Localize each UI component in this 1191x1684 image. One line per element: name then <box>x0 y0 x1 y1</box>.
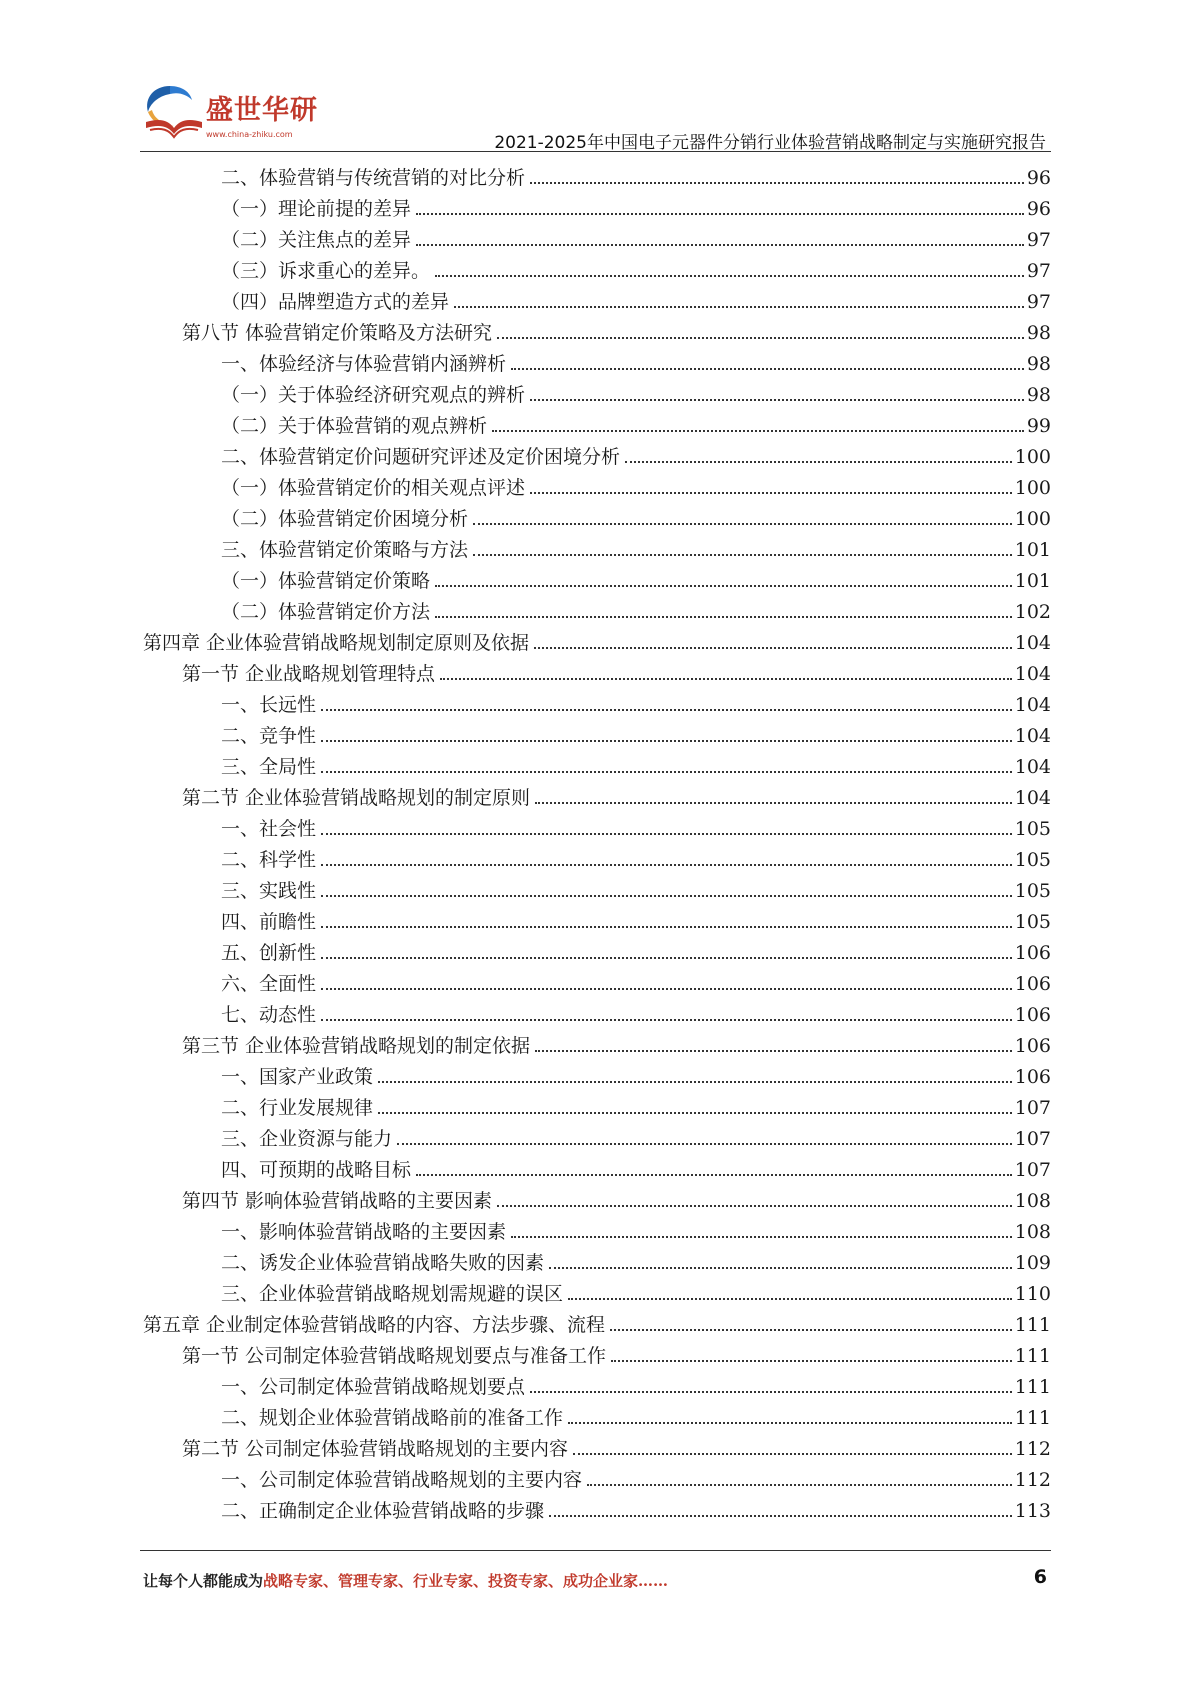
report-title: 2021-2025年中国电子元器件分销行业体验营销战略制定与实施研究报告 <box>494 133 1046 153</box>
toc-dot-leader <box>530 492 1012 494</box>
toc-entry-page: 98 <box>1026 384 1051 406</box>
toc-dot-leader <box>454 306 1024 308</box>
toc-entry[interactable] <box>182 779 1051 810</box>
toc-entry-page: 107 <box>1014 1097 1051 1119</box>
toc-entry[interactable] <box>143 624 1051 655</box>
toc-entry-page: 100 <box>1014 508 1051 530</box>
toc-entry[interactable] <box>221 841 1051 872</box>
toc-entry-page: 104 <box>1014 694 1051 716</box>
toc-entry-page: 106 <box>1014 1035 1051 1057</box>
toc-entry-page: 101 <box>1014 539 1051 561</box>
toc-dot-leader <box>321 740 1012 742</box>
toc-entry-page: 101 <box>1014 570 1051 592</box>
toc-entry-page: 105 <box>1014 849 1051 871</box>
toc-entry[interactable] <box>182 1430 1051 1461</box>
toc-entry[interactable] <box>221 748 1051 779</box>
toc-entry-page: 104 <box>1014 632 1051 654</box>
toc-entry-page: 97 <box>1026 291 1051 313</box>
toc-entry[interactable] <box>221 1151 1051 1182</box>
toc-entry-page: 98 <box>1026 322 1051 344</box>
toc-entry-page: 111 <box>1014 1345 1051 1367</box>
toc-dot-leader <box>473 523 1012 525</box>
toc-entry-title: 第八节 体验营销定价策略及方法研究 <box>182 322 493 344</box>
toc-dot-leader <box>535 802 1012 804</box>
toc-entry[interactable] <box>221 1368 1051 1399</box>
toc-entry[interactable] <box>221 438 1051 469</box>
toc-entry-page: 105 <box>1014 911 1051 933</box>
toc-entry[interactable] <box>221 1120 1051 1151</box>
toc-entry-page: 99 <box>1026 415 1051 437</box>
toc-entry[interactable] <box>221 996 1051 1027</box>
page-number: 6 <box>1033 1566 1047 1588</box>
toc-entry-title: 一、社会性 <box>221 818 317 840</box>
toc-dot-leader <box>321 957 1012 959</box>
header-divider <box>140 151 1051 152</box>
toc-dot-leader <box>611 1360 1012 1362</box>
toc-entry-title: 二、科学性 <box>221 849 317 871</box>
toc-entry[interactable] <box>221 407 1051 438</box>
slogan-prefix: 让每个人都能成为 <box>143 1572 264 1590</box>
toc-entry-title: 一、国家产业政策 <box>221 1066 374 1088</box>
toc-entry[interactable] <box>221 1244 1051 1275</box>
toc-entry[interactable] <box>221 221 1051 252</box>
toc-entry-title: （二）体验营销定价困境分析 <box>221 508 469 530</box>
toc-entry-title: （三）诉求重心的差异。 <box>221 260 431 282</box>
toc-entry-page: 113 <box>1014 1500 1051 1522</box>
toc-entry[interactable] <box>221 500 1051 531</box>
toc-entry[interactable] <box>221 283 1051 314</box>
toc-entry[interactable] <box>221 810 1051 841</box>
toc-entry-page: 106 <box>1014 1066 1051 1088</box>
toc-entry-title: 二、规划企业体验营销战略前的准备工作 <box>221 1407 564 1429</box>
toc-entry-title: 七、动态性 <box>221 1004 317 1026</box>
toc-entry-title: 一、公司制定体验营销战略规划要点 <box>221 1376 526 1398</box>
toc-entry-title: （一）关于体验经济研究观点的辨析 <box>221 384 526 406</box>
toc-entry-title: 第二节 公司制定体验营销战略规划的主要内容 <box>182 1438 569 1460</box>
toc-entry-title: 第一节 企业战略规划管理特点 <box>182 663 436 685</box>
toc-entry-title: （二）关于体验营销的观点辨析 <box>221 415 488 437</box>
toc-dot-leader <box>321 926 1012 928</box>
toc-dot-leader <box>587 1484 1012 1486</box>
toc-entry[interactable] <box>221 593 1051 624</box>
footer-slogan <box>143 1570 668 1591</box>
toc-entry-title: （一）体验营销定价策略 <box>221 570 431 592</box>
toc-dot-leader <box>549 1267 1012 1269</box>
toc-dot-leader <box>511 1236 1012 1238</box>
toc-entry[interactable] <box>221 531 1051 562</box>
toc-entry[interactable] <box>221 686 1051 717</box>
toc-entry[interactable] <box>221 717 1051 748</box>
toc-entry-page: 96 <box>1026 198 1051 220</box>
toc-entry-page: 105 <box>1014 818 1051 840</box>
toc-dot-leader <box>625 461 1012 463</box>
toc-entry[interactable] <box>221 159 1051 190</box>
toc-entry-page: 104 <box>1014 725 1051 747</box>
toc-entry-title: （一）体验营销定价的相关观点评述 <box>221 477 526 499</box>
toc-entry-title: （二）体验营销定价方法 <box>221 601 431 623</box>
toc-entry[interactable] <box>221 965 1051 996</box>
toc-entry-title: 一、公司制定体验营销战略规划的主要内容 <box>221 1469 583 1491</box>
toc-dot-leader <box>534 647 1012 649</box>
toc-entry[interactable] <box>221 1089 1051 1120</box>
toc-entry-title: 二、体验营销与传统营销的对比分析 <box>221 167 526 189</box>
toc-entry-page: 104 <box>1014 663 1051 685</box>
toc-entry-page: 105 <box>1014 880 1051 902</box>
toc-entry-title: 第五章 企业制定体验营销战略的内容、方法步骤、流程 <box>143 1314 606 1336</box>
toc-entry[interactable] <box>221 1058 1051 1089</box>
toc-dot-leader <box>535 1050 1012 1052</box>
toc-entry-page: 108 <box>1014 1221 1051 1243</box>
toc-entry-title: 第三节 企业体验营销战略规划的制定依据 <box>182 1035 531 1057</box>
toc-entry-page: 107 <box>1014 1128 1051 1150</box>
toc-entry-title: （二）关注焦点的差异 <box>221 229 412 251</box>
toc-dot-leader <box>573 1453 1012 1455</box>
toc-dot-leader <box>568 1298 1012 1300</box>
toc-entry-page: 112 <box>1014 1438 1051 1460</box>
slogan-highlight: 战略专家、管理专家、行业专家、投资专家、成功企业家…… <box>263 1572 669 1590</box>
toc-entry-title: 一、体验经济与体验营销内涵辨析 <box>221 353 507 375</box>
toc-entry-page: 102 <box>1014 601 1051 623</box>
toc-entry-page: 108 <box>1014 1190 1051 1212</box>
toc-dot-leader <box>435 585 1012 587</box>
toc-entry-title: 第一节 公司制定体验营销战略规划要点与准备工作 <box>182 1345 607 1367</box>
toc-dot-leader <box>416 1174 1012 1176</box>
toc-dot-leader <box>568 1422 1012 1424</box>
toc-dot-leader <box>378 1112 1012 1114</box>
toc-entry[interactable] <box>221 1461 1051 1492</box>
toc-entry-title: 第二节 企业体验营销战略规划的制定原则 <box>182 787 531 809</box>
brand-name: 盛世华研 <box>206 95 318 126</box>
toc-dot-leader <box>530 399 1024 401</box>
toc-entry-title: 三、全局性 <box>221 756 317 778</box>
toc-entry-page: 100 <box>1014 446 1051 468</box>
toc-dot-leader <box>321 988 1012 990</box>
brand-url: www.china-zhiku.com <box>206 130 293 139</box>
toc-entry-title: 二、竞争性 <box>221 725 317 747</box>
toc-entry-page: 100 <box>1014 477 1051 499</box>
toc-entry-title: 五、创新性 <box>221 942 317 964</box>
toc-entry-page: 112 <box>1014 1469 1051 1491</box>
toc-entry-page: 106 <box>1014 1004 1051 1026</box>
toc-entry[interactable] <box>221 345 1051 376</box>
toc-entry[interactable] <box>221 190 1051 221</box>
toc-dot-leader <box>549 1515 1012 1517</box>
toc-dot-leader <box>610 1329 1012 1331</box>
toc-entry-title: 二、正确制定企业体验营销战略的步骤 <box>221 1500 545 1522</box>
toc-entry-page: 109 <box>1014 1252 1051 1274</box>
toc-entry-title: 四、前瞻性 <box>221 911 317 933</box>
toc-entry[interactable] <box>182 655 1051 686</box>
toc-entry-page: 111 <box>1014 1407 1051 1429</box>
toc-entry[interactable] <box>182 314 1051 345</box>
toc-entry-title: （四）品牌塑造方式的差异 <box>221 291 450 313</box>
toc-entry-title: 三、企业体验营销战略规划需规避的误区 <box>221 1283 564 1305</box>
toc-entry-title: 第四章 企业体验营销战略规划制定原则及依据 <box>143 632 530 654</box>
toc-entry-title: 四、可预期的战略目标 <box>221 1159 412 1181</box>
toc-dot-leader <box>321 709 1012 711</box>
toc-entry-title: 六、全面性 <box>221 973 317 995</box>
toc-dot-leader <box>440 678 1012 680</box>
toc-dot-leader <box>435 275 1024 277</box>
toc-entry[interactable] <box>221 1492 1051 1523</box>
toc-entry-page: 106 <box>1014 942 1051 964</box>
toc-entry-page: 104 <box>1014 756 1051 778</box>
toc-entry-page: 98 <box>1026 353 1051 375</box>
toc-entry-title: 二、行业发展规律 <box>221 1097 374 1119</box>
toc-entry-title: 三、企业资源与能力 <box>221 1128 393 1150</box>
toc-entry-page: 111 <box>1014 1376 1051 1398</box>
toc-entry-page: 96 <box>1026 167 1051 189</box>
toc-entry-page: 111 <box>1014 1314 1051 1336</box>
toc-entry-page: 106 <box>1014 973 1051 995</box>
toc-entry[interactable] <box>221 469 1051 500</box>
toc-dot-leader <box>321 864 1012 866</box>
toc-entry[interactable] <box>221 1275 1051 1306</box>
toc-dot-leader <box>511 368 1024 370</box>
toc-entry-title: 第四节 影响体验营销战略的主要因素 <box>182 1190 493 1212</box>
toc-entry-title: 三、体验营销定价策略与方法 <box>221 539 469 561</box>
toc-entry[interactable] <box>221 903 1051 934</box>
toc-entry[interactable] <box>221 376 1051 407</box>
toc-entry-title: 一、影响体验营销战略的主要因素 <box>221 1221 507 1243</box>
book-logo-icon <box>140 82 206 142</box>
toc-entry-title: 二、诱发企业体验营销战略失败的因素 <box>221 1252 545 1274</box>
toc-entry-page: 104 <box>1014 787 1051 809</box>
toc-entry[interactable] <box>221 562 1051 593</box>
toc-dot-leader <box>473 554 1012 556</box>
toc-entry-title: （一）理论前提的差异 <box>221 198 412 220</box>
toc-entry-page: 97 <box>1026 260 1051 282</box>
toc-dot-leader <box>530 182 1024 184</box>
toc-entry-page: 107 <box>1014 1159 1051 1181</box>
toc-entry-page: 97 <box>1026 229 1051 251</box>
toc-entry[interactable] <box>221 1399 1051 1430</box>
toc-dot-leader <box>321 895 1012 897</box>
toc-entry[interactable] <box>221 934 1051 965</box>
brand-logo <box>140 82 340 152</box>
toc-dot-leader <box>435 616 1012 618</box>
toc-dot-leader <box>492 430 1024 432</box>
toc-entry[interactable] <box>182 1337 1051 1368</box>
toc-entry[interactable] <box>182 1027 1051 1058</box>
toc-entry-title: 一、长远性 <box>221 694 317 716</box>
toc-dot-leader <box>497 337 1024 339</box>
toc-dot-leader <box>416 244 1024 246</box>
toc-entry[interactable] <box>221 1213 1051 1244</box>
toc-entry[interactable] <box>143 1306 1051 1337</box>
toc-dot-leader <box>321 771 1012 773</box>
toc-dot-leader <box>378 1081 1012 1083</box>
toc-entry[interactable] <box>221 872 1051 903</box>
toc-entry-title: 三、实践性 <box>221 880 317 902</box>
toc-entry-page: 110 <box>1014 1283 1051 1305</box>
footer-divider <box>140 1550 1051 1551</box>
toc-entry-title: 二、体验营销定价问题研究评述及定价困境分析 <box>221 446 621 468</box>
toc-dot-leader <box>321 833 1012 835</box>
toc-dot-leader <box>530 1391 1012 1393</box>
toc-dot-leader <box>321 1019 1012 1021</box>
toc-dot-leader <box>397 1143 1012 1145</box>
toc-entry[interactable] <box>182 1182 1051 1213</box>
toc-entry[interactable] <box>221 252 1051 283</box>
toc-dot-leader <box>416 213 1024 215</box>
toc-dot-leader <box>497 1205 1012 1207</box>
